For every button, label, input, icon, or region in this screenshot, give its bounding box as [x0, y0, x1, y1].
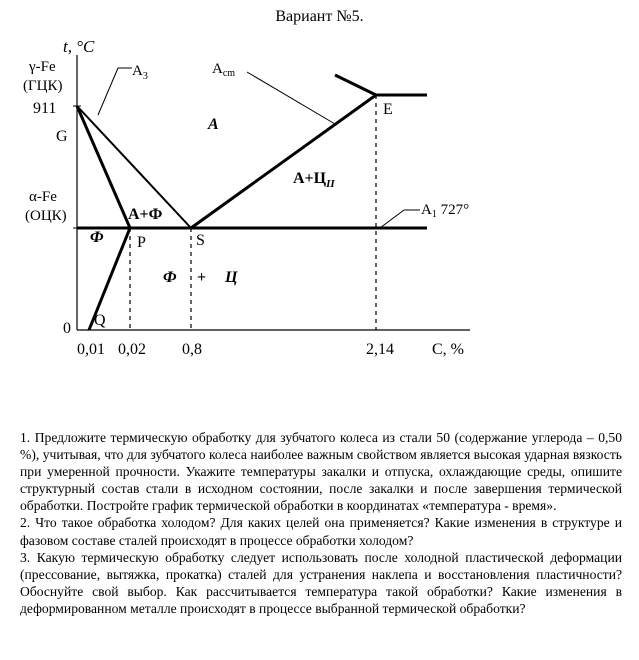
label-acm: $A_{cm}$	[212, 61, 236, 79]
region-a-c: $А+Ц_{II}$	[293, 170, 335, 190]
alpha-fe-label: α-Fe	[29, 189, 57, 205]
gamma-fe-label: γ-Fe	[29, 59, 56, 75]
point-e: E	[383, 101, 393, 118]
y-axis-label: t, °C	[63, 37, 95, 56]
point-q: Q	[94, 312, 106, 329]
page-title: Вариант №5.	[275, 8, 364, 25]
leader-a1	[380, 210, 404, 228]
line-gp	[77, 106, 130, 228]
x-tick-0-02: 0,02	[118, 341, 146, 358]
region-f-c-1: Ф	[163, 269, 177, 286]
question-3: 3. Какую термическую обработку следует использовать после холодной пластической деформации (прессование, вытяжка, прокатка) сталей для устранения наклепа и восстановления пластичности? Обоснуйте свой выбор. Как рассчитывается температура такой обработки? Какие изменения в деформированном металле происходят в процессе выбранной термической обработки?	[20, 549, 622, 616]
region-a: A	[208, 116, 219, 133]
question-2: 2. Что такое обработка холодом? Для каких целей она применяется? Какие изменения в структуре и фазовом составе сталей происходят в процессе обработки холодом?	[20, 515, 622, 548]
iron-carbon-diagram	[0, 28, 639, 368]
temp-0: 0	[63, 320, 71, 337]
questions-block	[20, 429, 622, 617]
point-g: G	[56, 128, 68, 145]
x-tick-0-8: 0,8	[182, 341, 202, 358]
point-s: S	[196, 232, 205, 249]
region-a-f: А+Ф	[128, 206, 163, 223]
region-f-c-2: Ц	[225, 269, 238, 286]
line-se-acm	[191, 95, 376, 228]
line-e-upper	[335, 75, 376, 95]
x-tick-2-14: 2,14	[366, 341, 394, 358]
x-axis-label: C, %	[432, 341, 464, 358]
label-a1: $A_1$ 727°	[421, 202, 470, 220]
gamma-fe-lattice: (ГЦК)	[23, 78, 63, 94]
temp-911: 911	[33, 100, 57, 117]
alpha-fe-lattice: (ОЦК)	[25, 208, 67, 224]
question-1: 1. Предложите термическую обработку для зубчатого колеса из стали 50 (содержание углерода – 0,50 %), учитывая, что для зубчатого колеса наиболее важным свойством является высокая ударная вязкость при умеренной прочности. Укажите температуры закалки и отпуска, охлаждающие среды, опишите структурный состав стали в исходном состоянии, после закалки и после завершения термической обработки. Постройте график термической обработки в координатах «температура - время».	[20, 430, 622, 514]
label-a3: $A_3$	[132, 63, 148, 82]
point-p: P	[137, 234, 146, 251]
region-f: Ф	[90, 229, 104, 246]
leader-acm	[247, 72, 335, 124]
region-f-c-plus: +	[197, 269, 207, 286]
leader-a3	[98, 68, 118, 115]
x-tick-0-01: 0,01	[77, 341, 105, 358]
